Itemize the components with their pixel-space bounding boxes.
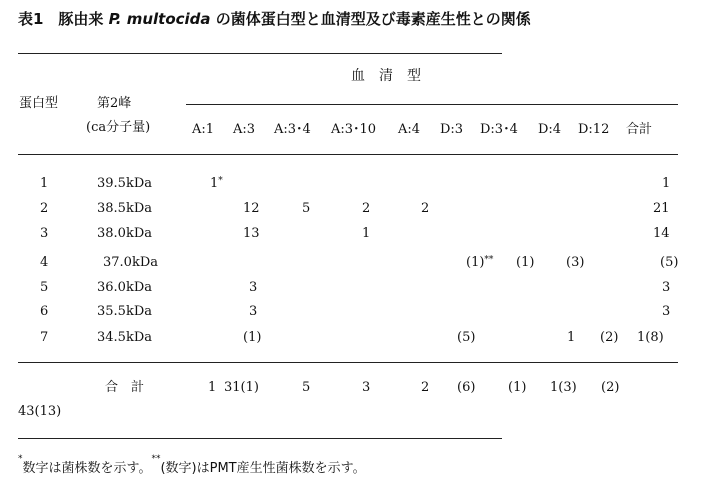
col-header-a310: A:3･10 bbox=[331, 122, 377, 137]
total-d3: (6) bbox=[457, 380, 476, 395]
row1-a1-footnote-mark: * bbox=[218, 176, 223, 186]
row4-type: 4 bbox=[40, 255, 49, 270]
protein-type-header: 蛋白型 bbox=[19, 96, 59, 111]
top-rule bbox=[18, 53, 502, 54]
row2-a34: 5 bbox=[302, 201, 311, 216]
row6-mw: 35.5kDa bbox=[97, 304, 152, 319]
total-d34: (1) bbox=[508, 380, 527, 395]
row2-a3: 12 bbox=[243, 201, 260, 216]
col-header-a34: A:3･4 bbox=[274, 122, 311, 137]
footnote-text-2: (数字)はPMT産生性菌株数を示す。 bbox=[160, 461, 366, 476]
col-header-d4: D:4 bbox=[538, 122, 562, 137]
row6-type: 6 bbox=[40, 304, 49, 319]
row4-total: (5) bbox=[660, 255, 679, 270]
row2-a310: 2 bbox=[362, 201, 371, 216]
row6-a3: 3 bbox=[249, 304, 258, 319]
row2-total: 21 bbox=[653, 201, 670, 216]
row3-type: 3 bbox=[40, 226, 49, 241]
col-header-a4: A:4 bbox=[398, 122, 421, 137]
row2-mw: 38.5kDa bbox=[97, 201, 152, 216]
footnote-rule bbox=[18, 438, 502, 439]
footnote-mark-2: ** bbox=[151, 454, 161, 464]
row7-total: 1(8) bbox=[637, 330, 664, 345]
row7-d4: 1 bbox=[567, 330, 576, 345]
row1-mw: 39.5kDa bbox=[97, 176, 152, 191]
row6-total: 3 bbox=[662, 304, 671, 319]
serotype-group-header: 血 清 型 bbox=[351, 68, 421, 84]
total-d4: 1(3) bbox=[550, 380, 577, 395]
col-header-total: 合計 bbox=[626, 122, 653, 137]
total-a1: 1 bbox=[208, 380, 217, 395]
title-species: P. multocida bbox=[108, 10, 211, 28]
row4-d12: (3) bbox=[566, 255, 585, 270]
footnote-mark-1: * bbox=[18, 454, 23, 464]
row5-total: 3 bbox=[662, 280, 671, 295]
col-header-d3: D:3 bbox=[440, 122, 464, 137]
table-title bbox=[18, 8, 531, 29]
total-a310: 3 bbox=[362, 380, 371, 395]
row4-d34: (1)** bbox=[466, 255, 494, 270]
row4-d4: (1) bbox=[516, 255, 535, 270]
total-a3: 31(1) bbox=[224, 380, 259, 395]
total-a34: 5 bbox=[302, 380, 311, 395]
row5-type: 5 bbox=[40, 280, 49, 295]
row7-a3: (1) bbox=[243, 330, 262, 345]
row4-mw: 37.0kDa bbox=[103, 255, 158, 270]
row5-mw: 36.0kDa bbox=[97, 280, 152, 295]
total-a4: 2 bbox=[421, 380, 430, 395]
row7-d12: (2) bbox=[600, 330, 619, 345]
row3-mw: 38.0kDa bbox=[97, 226, 152, 241]
row1-total: 1 bbox=[662, 176, 671, 191]
molecular-weight-header: (ca分子量) bbox=[86, 120, 151, 135]
title-prefix: 表1 豚由来 bbox=[18, 10, 109, 28]
row3-a3: 13 bbox=[243, 226, 260, 241]
row2-a4: 2 bbox=[421, 201, 430, 216]
row2-type: 2 bbox=[40, 201, 49, 216]
row3-a310: 1 bbox=[362, 226, 371, 241]
row1-a1: 1* bbox=[210, 176, 223, 191]
col-header-d12: D:12 bbox=[578, 122, 610, 137]
col-header-d34: D:3･4 bbox=[480, 122, 518, 137]
total-d12: (2) bbox=[601, 380, 620, 395]
footnote bbox=[18, 454, 366, 476]
col-header-a1: A:1 bbox=[192, 122, 215, 137]
footnote-text-1: 数字は菌株数を示す。 bbox=[22, 461, 152, 476]
total-label: 合 計 bbox=[105, 380, 145, 395]
row5-a3: 3 bbox=[249, 280, 258, 295]
col-header-a3: A:3 bbox=[233, 122, 256, 137]
header-bottom-rule bbox=[18, 154, 678, 155]
row1-type: 1 bbox=[40, 176, 49, 191]
row3-total: 14 bbox=[653, 226, 670, 241]
second-peak-header: 第2峰 bbox=[97, 96, 132, 111]
serotype-rule bbox=[186, 104, 678, 105]
row7-type: 7 bbox=[40, 330, 49, 345]
title-suffix: の菌体蛋白型と血清型及び毒素産生性との関係 bbox=[210, 10, 531, 28]
row7-d3: (5) bbox=[457, 330, 476, 345]
row4-d34-footnote-mark: ** bbox=[484, 255, 494, 265]
row7-mw: 34.5kDa bbox=[97, 330, 152, 345]
body-bottom-rule bbox=[18, 362, 678, 363]
grand-total: 43(13) bbox=[18, 404, 62, 419]
